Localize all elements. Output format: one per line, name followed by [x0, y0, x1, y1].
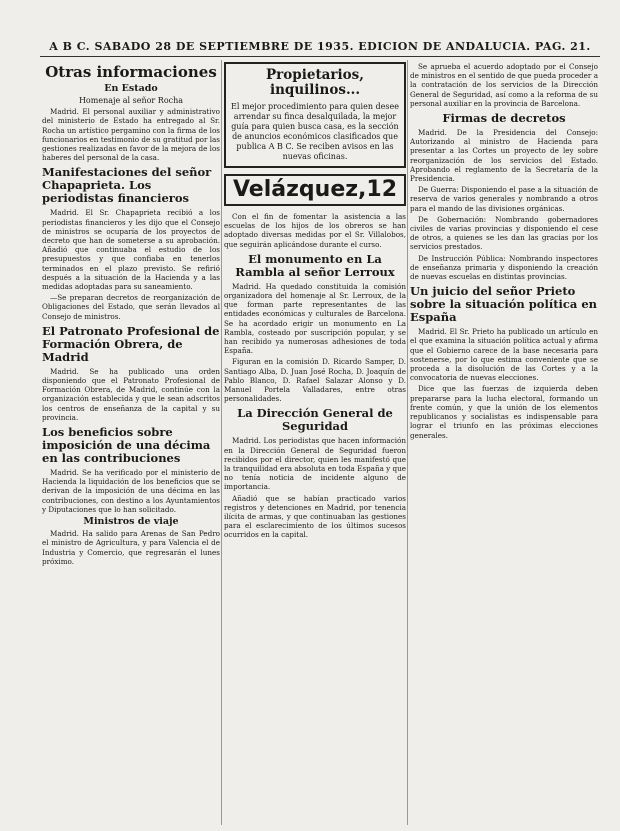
prieto-body: Madrid. El Sr. Prieto ha publicado un artículo en el que examina la situación política actual y afirma que el Gobierno carece de la base necesaria para sostenerse, por lo que estima conveniente que se proceda a la disolución de las Cortes y a la convocatoria de nuevas elecciones. [410, 327, 598, 383]
estado-subhead: Homenaje al señor Rocha [78, 96, 184, 105]
firmas-body-3: De Gobernación: Nombrando gobernadores civiles de varias provincias y disponiendo el cese de otros, a quienes se les dan las gracias por los servicios prestados. [410, 214, 598, 252]
direccion-body: Madrid. Los periodistas que hacen información en la Dirección General de Seguridad fueron recibidos por el director, quien les manifestó que la tranquilidad era absoluta en toda España y que no tenía noticia de incidente alguno de importancia. [224, 436, 406, 492]
column-left [42, 62, 220, 822]
monumento-headline: El monumento en La Rambla al señor Lerroux [235, 251, 395, 279]
monumento-body-2: Figuran en la comisión D. Ricardo Samper, D. Santiago Alba, D. Juan José Rocha, D. Joaquín de Pablo Blanco, D. Rafael Salazar Alonso y D. Manuel Portela Valladares, entre otras personalidades. [224, 357, 406, 404]
column-divider [407, 60, 408, 825]
section-title: Otras informaciones [45, 63, 217, 81]
chapaprieta-body-2: —Se preparan decretos de reorganización de Obligaciones del Estado, que serán llevados al Consejo de ministros. [42, 293, 220, 321]
intro-body: Con el fin de fomentar la asistencia a las escuelas de los hijos de los obreros se han adoptado diversas medidas por el Sr. Villalobos, que seguirán aplicándose durante el curso. [224, 212, 406, 249]
firmas-headline: Firmas de decretos [442, 111, 566, 126]
column-right [410, 62, 598, 822]
direccion-headline: La Dirección General de Seguridad [237, 406, 393, 434]
firmas-body-2: De Guerra: Disponiendo el pase a la situación de reserva de varios generales y nombrando a otros para el mando de las divisiones orgánicas. [410, 185, 598, 213]
beneficios-headline: Los beneficios sobre imposición de una décima en las contribuciones [42, 425, 211, 466]
beneficios-body: Madrid. Se ha verificado por el ministerio de Hacienda la liquidación de los beneficios que se derivan de la imposición de una décima en las contribuciones, con destino a los Ayuntamientos y Diputaciones que lo han solicitado. [42, 468, 220, 514]
column-divider [221, 60, 222, 825]
chapaprieta-headline: Manifestaciones del señor Chapaprieta. Los periodistas financieros [42, 165, 212, 206]
firmas-body: Madrid. De la Presidencia del Consejo: Autorizando al ministro de Hacienda para presentar a las Cortes un proyecto de ley sobre reorganización de los servicios del Estado. Aprobando el reglamento de la Secretaría de la Presidencia. [410, 128, 598, 184]
chapaprieta-body: Madrid. El Sr. Chapaprieta recibió a los periodistas financieros y les dijo que el Consejo de ministros se ocuparía de los proyectos de decreto que han de someterse a su aprobación. Añadió que continuaba el estudio de los presupuestos y que confiaba en tenerlos terminados en el plazo previsto. Se refirió después a la situación de la Hacienda y a las medidas adoptadas para su saneamiento. [42, 208, 220, 292]
viaje-body: Madrid. Ha salido para Arenas de San Pedro el ministro de Agricultura, y para Valencia el de Industria y Comercio, que regresarán el lunes próximo. [42, 529, 220, 566]
estado-body: Madrid. El personal auxiliar y administrativo del ministerio de Estado ha entregado al Sr. Rocha un artístico pergamino con la firma de los funcionarios en testimonio de su gratitud por las gestiones realizadas en favor de la mejora de los haberes del personal de la casa. [42, 107, 220, 163]
intro-body: Se aprueba el acuerdo adoptado por el Consejo de ministros en el sentido de que pueda proceder a la contratación de los servicios de la Dirección General de Seguridad, así como a la reforma de su personal auxiliar en la provincia de Barcelona. [410, 62, 598, 108]
monumento-body: Madrid. Ha quedado constituida la comisión organizadora del homenaje al Sr. Lerroux, de la que forman parte representantes de las entidades económicas y culturales de Barcelona. Se ha acordado erigir un monumento en La Rambla, costeado por suscripción popular, y se han recibido ya numerosas adhesiones de toda España. [224, 281, 406, 356]
ad-body: El mejor procedimiento para quien desee arrendar su finca desalquilada, la mejor guía para quien busca casa, es la sección de anuncios económicos clasificados que publica A B C. Se reciben avisos en las nuevas oficinas. [231, 102, 399, 161]
prieto-body-2: Dice que las fuerzas de izquierda deben prepararse para la lucha electoral, formando un frente común, y que la unión de los elementos republicanos y socialistas es indispensable para lograr el triunfo en las próximas elecciones generales. [410, 384, 598, 440]
estado-headline: En Estado [104, 83, 158, 94]
viaje-headline: Ministros de viaje [83, 516, 179, 528]
direccion-body-2: Añadió que se habían practicado varios registros y detenciones en Madrid, por tenencia ilícita de armas, y que continuaban las gestiones para el esclarecimiento de los últimos sucesos ocurridos en la capital. [224, 493, 406, 540]
ad-address: Velázquez,12 [224, 174, 406, 206]
ad-title: Propietarios, inquilinos... [266, 67, 364, 98]
patronato-headline: El Patronato Profesional de Formación Obrera, de Madrid [42, 323, 220, 364]
firmas-body-4: De Instrucción Pública: Nombrando inspectores de enseñanza primaria y disponiendo la creación de nuevas escuelas en distintas provincias. [410, 253, 598, 282]
advertisement-box [224, 62, 406, 168]
column-middle [224, 62, 406, 822]
page-header: A B C. SABADO 28 DE SEPTIEMBRE DE 1935. EDICION DE ANDALUCIA. PAG. 21. [49, 40, 591, 53]
prieto-headline: Un juicio del señor Prieto sobre la situación política en España [410, 284, 598, 325]
header-rule [40, 56, 600, 57]
patronato-body: Madrid. Se ha publicado una orden disponiendo que el Patronato Profesional de Formación Obrera, de Madrid, continúe con la organización establecida y que le sean adscritos los centros de enseñanza de la capital y su provincia. [42, 366, 220, 422]
